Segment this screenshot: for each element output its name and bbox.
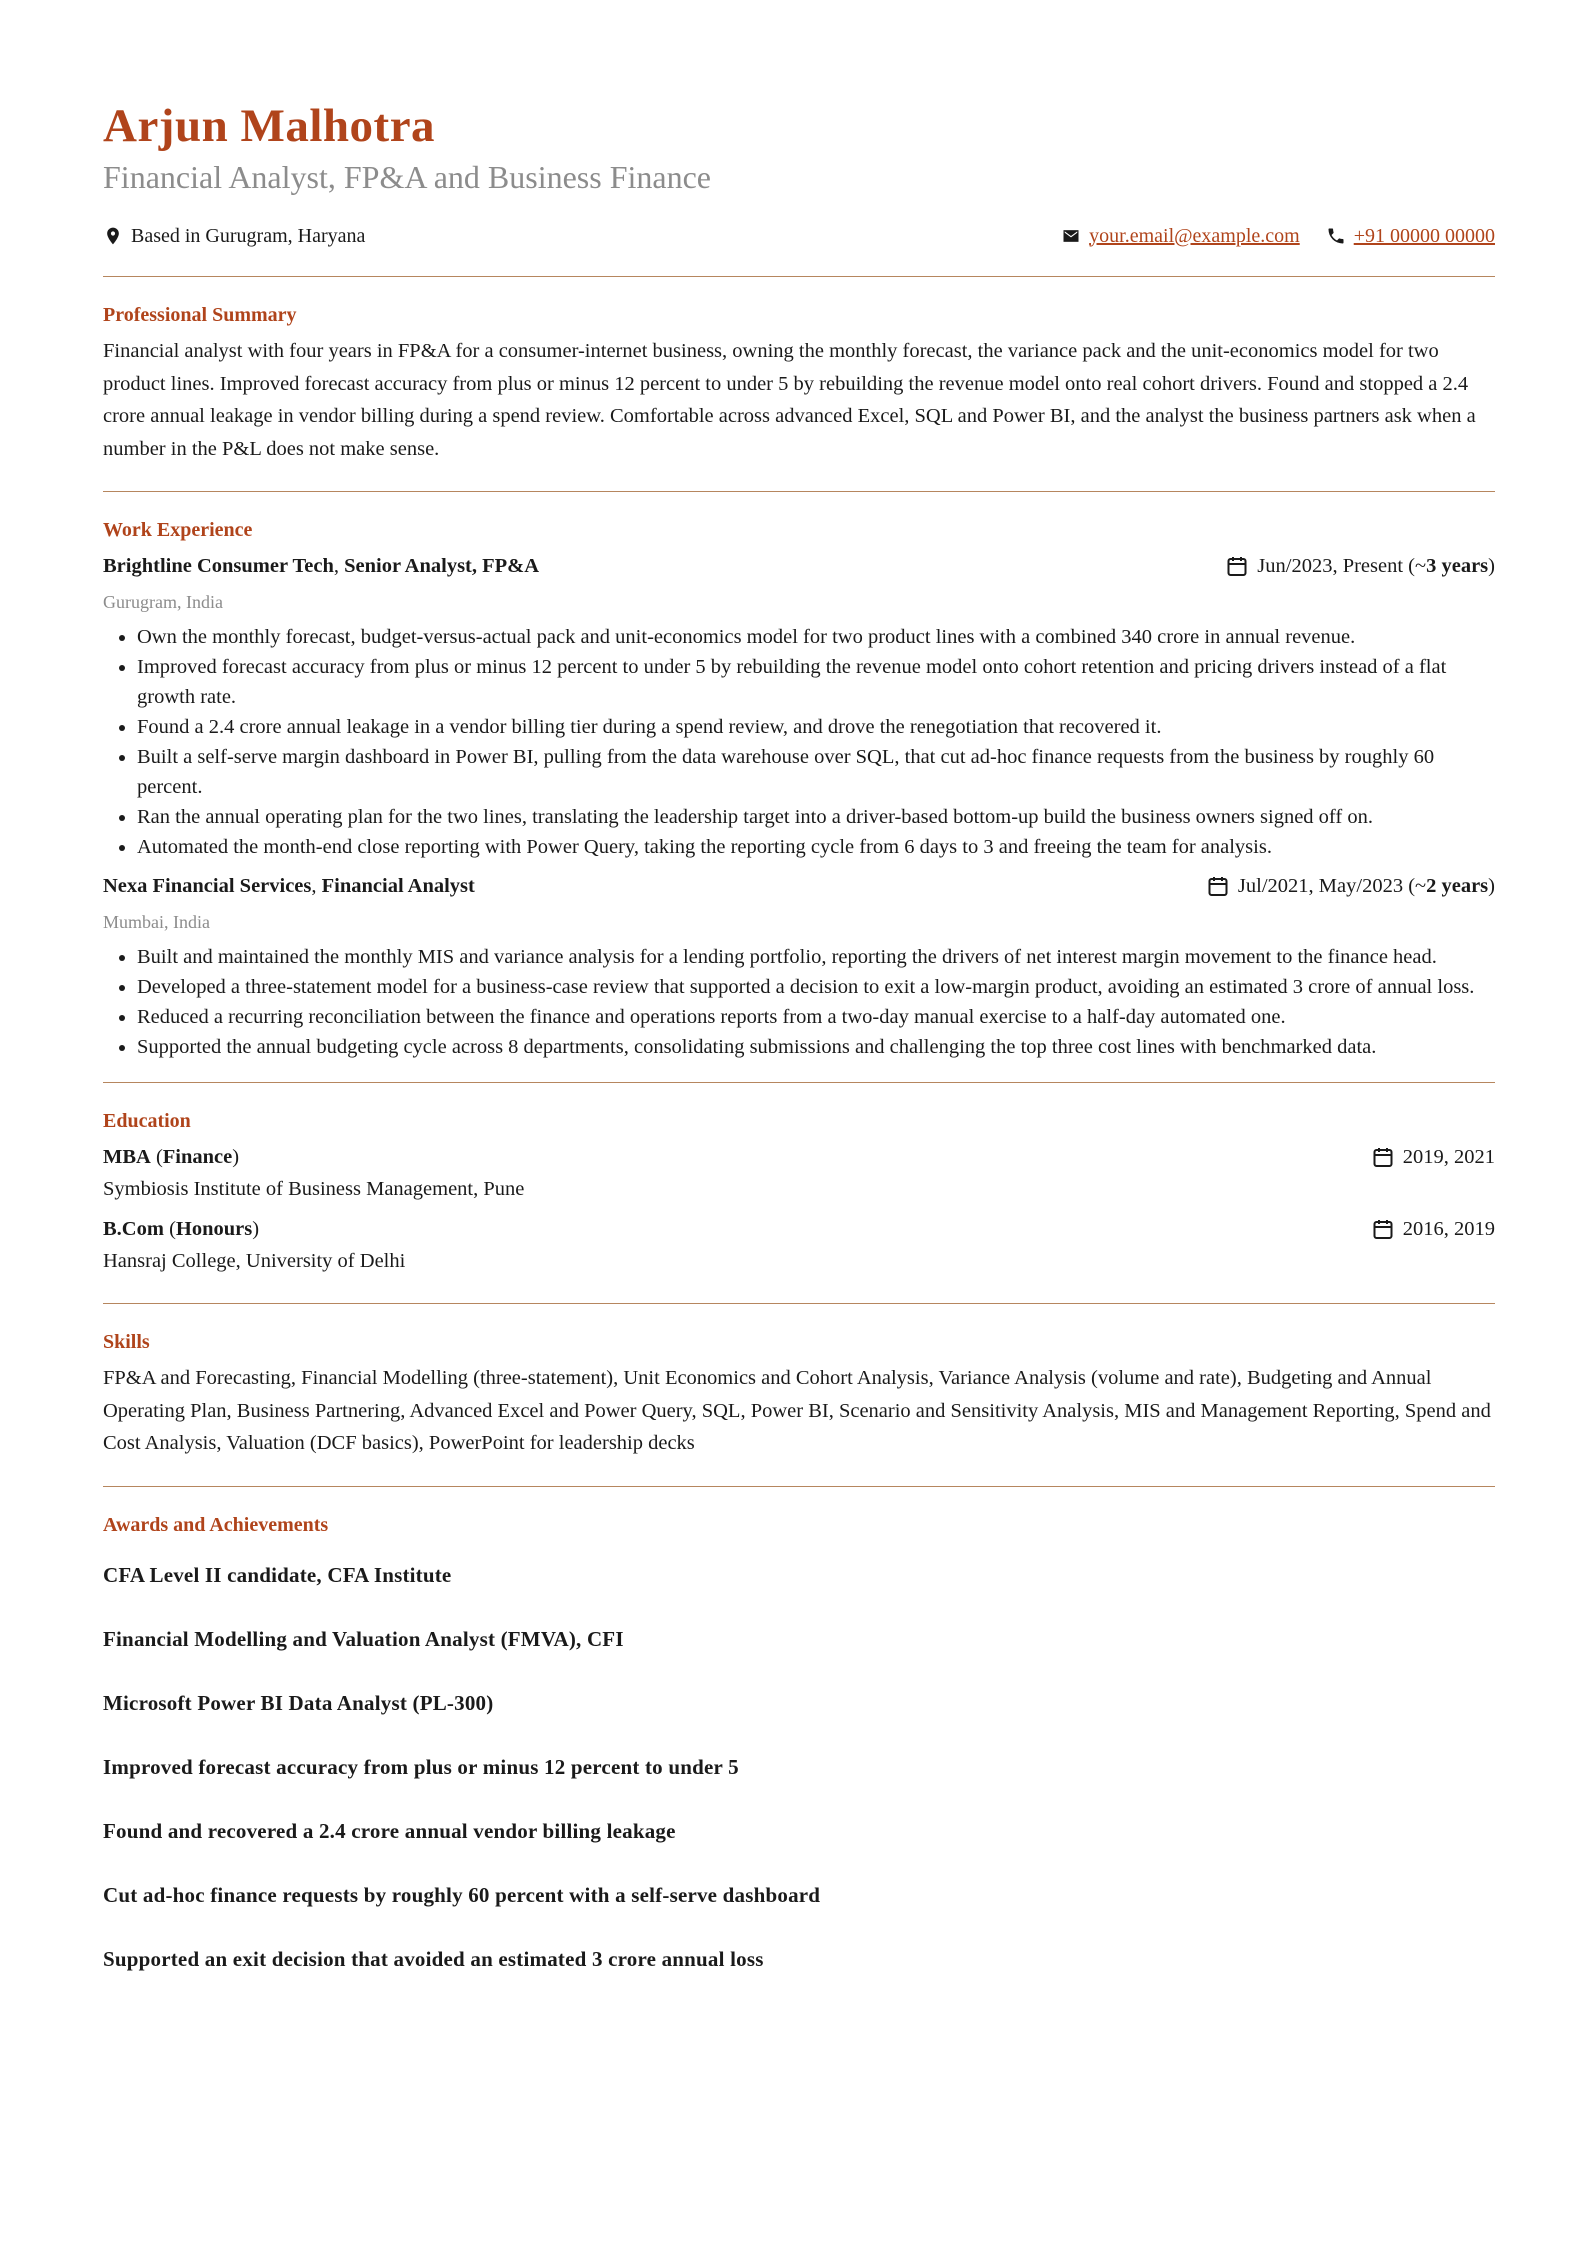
bullet-item: • Built and maintained the monthly MIS and variance analysis for a lending portfolio, reporting the drivers of net interest margin movement to the finance head. <box>137 942 1495 972</box>
summary-text: Financial analyst with four years in FP&A for a consumer-internet business, owning the monthly forecast, the variance pack and the unit-economics model for two product lines. Improved forecast accuracy from plus or minus 12 percent to under 5 by rebuilding the revenue model onto real cohort drivers. Found and stopped a 2.4 crore annual leakage in vendor billing during a spend review. Comfortable across advanced Excel, SQL and Power BI, and the analyst the business partners ask when a number in the P&L does not make sense. <box>103 340 1476 460</box>
degree: B.Com <box>103 1218 164 1240</box>
date-range: 2019, 2021 <box>1402 1146 1495 1168</box>
date-range: Jun/2023, Present (~ <box>1257 555 1427 577</box>
phone-item <box>1326 225 1495 248</box>
map-pin-icon <box>103 226 123 246</box>
experience-section <box>103 492 1495 1082</box>
duration: 3 years <box>1426 555 1489 577</box>
education-dates <box>1371 1141 1495 1173</box>
job-company: Nexa Financial Services <box>103 875 312 897</box>
award-item: Supported an exit decision that avoided an estimated 3 crore annual loss <box>103 1946 764 1971</box>
education-entry <box>103 1141 1495 1205</box>
award-item: Found and recovered a 2.4 crore annual vendor billing leakage <box>103 1818 676 1843</box>
date-close: ) <box>1488 875 1495 897</box>
contact-links <box>1035 225 1495 248</box>
skills-section <box>103 1304 1495 1486</box>
candidate-title: Financial Analyst, FP&A and Business Finance <box>103 159 711 195</box>
bullet-item: • Built a self-serve margin dashboard in Power BI, pulling from the data warehouse over SQL, that cut ad-hoc finance requests from the business by roughly 60 percent. <box>137 742 1495 802</box>
bullet-item: • Automated the month-end close reporting with Power Query, taking the reporting cycle from 6 days to 3 and freeing the team for analysis. <box>137 832 1495 862</box>
envelope-icon <box>1061 226 1081 246</box>
skills-text: FP&A and Forecasting, Financial Modelling (three-statement), Unit Economics and Cohort Analysis, Variance Analysis (volume and rate), Budgeting and Annual Operating Plan, Business Partnering, Advanced Excel and Power Query, SQL, Power BI, Scenario and Sensitivity Analysis, MIS and Management Reporting, Spend and Cost Analysis, Valuation (DCF basics), PowerPoint for leadership decks <box>103 1367 1491 1454</box>
bullet-item: • Developed a three-statement model for a business-case review that supported a decision to exit a low-margin product, avoiding an estimated 3 crore of annual loss. <box>137 972 1495 1002</box>
award-item: Microsoft Power BI Data Analyst (PL-300) <box>103 1690 494 1715</box>
bullet-item: • Found a 2.4 crore annual leakage in a vendor billing tier during a spend review, and drove the renegotiation that recovered it. <box>137 712 1495 742</box>
calendar-icon <box>1371 1145 1395 1169</box>
job-company: Brightline Consumer Tech <box>103 555 334 577</box>
education-entry <box>103 1213 1495 1277</box>
field: Honours <box>175 1218 253 1240</box>
calendar-icon <box>1225 554 1249 578</box>
job-location: Gurugram, India <box>103 592 223 612</box>
award-item: Cut ad-hoc finance requests by roughly 60 percent with a self-serve dashboard <box>103 1882 821 1907</box>
job-bullets <box>103 942 1495 1062</box>
job-header <box>103 550 1495 582</box>
email-item <box>1061 225 1300 248</box>
date-range: Jul/2021, May/2023 (~ <box>1237 875 1427 897</box>
calendar-icon <box>1371 1217 1395 1241</box>
field: Finance <box>162 1146 233 1168</box>
education-dates <box>1371 1213 1495 1245</box>
award-item: CFA Level II candidate, CFA Institute <box>103 1562 452 1587</box>
date-range: 2016, 2019 <box>1402 1218 1495 1240</box>
contact-row <box>103 222 1495 250</box>
section-heading: Skills <box>103 1331 150 1353</box>
degree: MBA <box>103 1146 151 1168</box>
institution: Symbiosis Institute of Business Management, Pune <box>103 1178 525 1200</box>
job-location: Mumbai, India <box>103 912 210 932</box>
email-link[interactable]: your.email@example.com <box>1089 224 1300 247</box>
calendar-icon <box>1206 874 1230 898</box>
job-entry <box>103 870 1495 1062</box>
job-role: Senior Analyst, FP&A <box>344 555 540 577</box>
job-title-line: Nexa Financial Services, Financial Analyst <box>103 875 475 897</box>
awards-section <box>103 1487 1495 2035</box>
institution: Hansraj College, University of Delhi <box>103 1250 406 1272</box>
education-header <box>103 1213 1495 1245</box>
job-dates <box>1225 550 1495 582</box>
degree-line: B.Com (Honours) <box>103 1218 260 1240</box>
degree-line: MBA (Finance) <box>103 1146 240 1168</box>
bullet-item: • Reduced a recurring reconciliation between the finance and operations reports from a two-day manual exercise to a half-day automated one. <box>137 1002 1495 1032</box>
location-item <box>103 225 365 248</box>
summary-section <box>103 277 1495 491</box>
job-title-line: Brightline Consumer Tech, Senior Analyst, FP&A <box>103 555 540 577</box>
job-role: Financial Analyst <box>321 875 475 897</box>
education-header <box>103 1141 1495 1173</box>
section-heading: Education <box>103 1110 191 1132</box>
education-section <box>103 1083 1495 1303</box>
bullet-item: • Improved forecast accuracy from plus or minus 12 percent to under 5 by rebuilding the revenue model onto cohort retention and pricing drivers instead of a flat growth rate. <box>137 652 1495 712</box>
duration: 2 years <box>1426 875 1489 897</box>
phone-icon <box>1326 226 1346 246</box>
award-item: Financial Modelling and Valuation Analyst (FMVA), CFI <box>103 1626 624 1651</box>
section-heading: Professional Summary <box>103 304 297 326</box>
job-header <box>103 870 1495 902</box>
phone-link[interactable]: +91 00000 00000 <box>1353 224 1495 247</box>
job-dates <box>1206 870 1495 902</box>
job-bullets <box>103 622 1495 862</box>
bullet-item: • Own the monthly forecast, budget-versus-actual pack and unit-economics model for two product lines with a combined 340 crore in annual revenue. <box>137 622 1495 652</box>
award-item: Improved forecast accuracy from plus or minus 12 percent to under 5 <box>103 1754 739 1779</box>
candidate-name: Arjun Malhotra <box>103 100 436 152</box>
job-entry <box>103 550 1495 862</box>
section-heading: Work Experience <box>103 519 253 541</box>
section-heading: Awards and Achievements <box>103 1513 329 1536</box>
resume-page <box>103 96 1495 2035</box>
date-close: ) <box>1488 555 1495 577</box>
location-text: Based in Gurugram, Haryana <box>131 224 366 247</box>
bullet-item: • Supported the annual budgeting cycle across 8 departments, consolidating submissions and challenging the top three cost lines with benchmarked data. <box>137 1032 1495 1062</box>
bullet-item: • Ran the annual operating plan for the two lines, translating the leadership target into a driver-based bottom-up build the business owners signed off on. <box>137 802 1495 832</box>
